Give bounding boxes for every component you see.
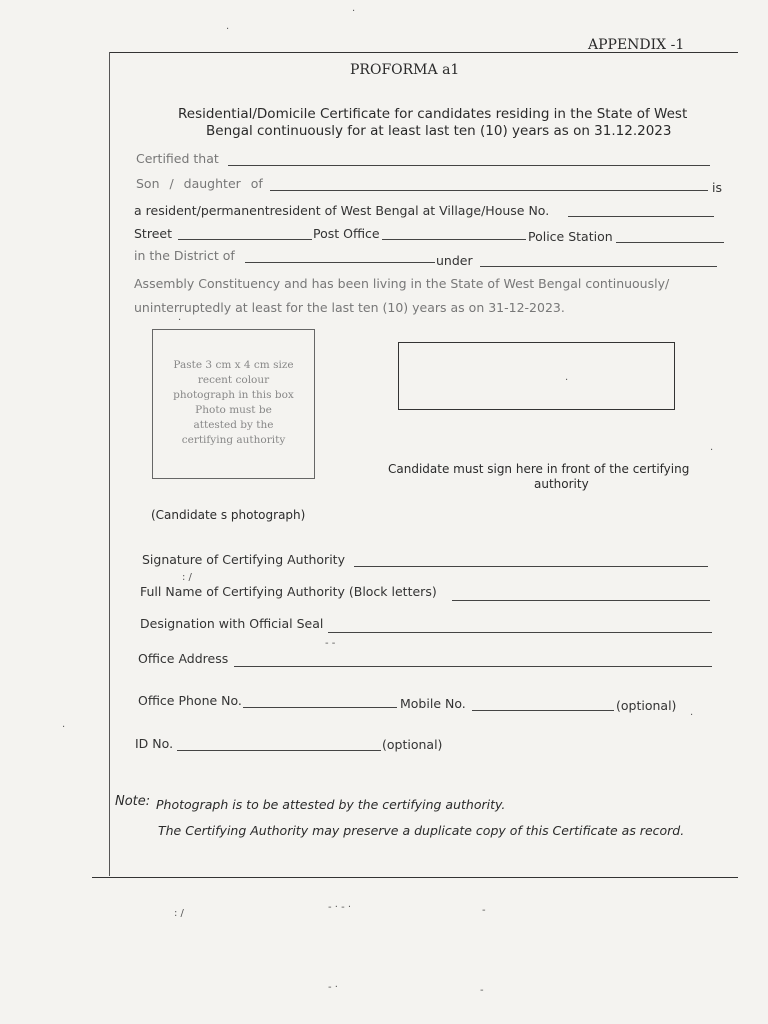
- district-field[interactable]: [245, 262, 435, 263]
- proforma-title: PROFORMA a1: [350, 62, 460, 78]
- uninterrupted-text: uninterruptedly at least for the last ten (10) years as on 31-12-2023.: [134, 300, 565, 315]
- appendix-label: APPENDIX -1: [588, 37, 685, 53]
- scan-speck: ·: [565, 375, 569, 386]
- authority-signature-field[interactable]: [354, 566, 708, 567]
- street-field[interactable]: [178, 239, 312, 240]
- photo-instruction-line: Paste 3 cm x 4 cm size: [173, 359, 294, 371]
- scan-speck: - · - ·: [328, 902, 352, 913]
- photo-instruction-line: photograph in this box: [173, 389, 294, 401]
- resident-label: a resident/permanentresident of West Bengal at Village/House No.: [134, 203, 550, 218]
- is-label: is: [712, 180, 722, 195]
- parent-name-field[interactable]: [270, 190, 708, 191]
- scan-speck: ·: [178, 315, 182, 326]
- photo-caption: (Candidate s photograph): [151, 508, 306, 522]
- scan-speck: ·: [62, 722, 66, 733]
- under-label: under: [436, 253, 473, 268]
- scan-speck: - -: [325, 638, 336, 649]
- id-label: ID No.: [135, 736, 174, 751]
- scan-speck: ·: [226, 24, 230, 35]
- id-optional: (optional): [382, 737, 443, 752]
- photo-instruction-line: certifying authority: [181, 434, 286, 446]
- note-label: Note:: [115, 794, 151, 809]
- photo-box: [152, 329, 315, 479]
- scan-speck: ·: [710, 445, 714, 456]
- mobile-optional: (optional): [616, 698, 677, 713]
- office-phone-label: Office Phone No.: [138, 693, 242, 708]
- village-house-field[interactable]: [568, 216, 714, 217]
- police-station-label: Police Station: [528, 229, 613, 244]
- note-line1: Photograph is to be attested by the certifying authority.: [156, 797, 506, 812]
- scan-speck: : /: [182, 572, 192, 583]
- bottom-border: [92, 877, 738, 878]
- full-name-label: Full Name of Certifying Authority (Block letters): [140, 584, 437, 599]
- assembly-field[interactable]: [480, 266, 717, 267]
- left-border: [109, 52, 110, 876]
- photo-instruction-line: Photo must be: [195, 404, 272, 416]
- scan-speck: - ·: [328, 982, 338, 993]
- scan-speck: -: [480, 985, 484, 996]
- id-field[interactable]: [177, 750, 381, 751]
- post-office-label: Post Office: [313, 226, 380, 241]
- office-address-label: Office Address: [138, 651, 229, 666]
- office-address-field[interactable]: [234, 666, 712, 667]
- full-name-field[interactable]: [452, 600, 710, 601]
- mobile-field[interactable]: [472, 710, 614, 711]
- authority-signature-label: Signature of Certifying Authority: [142, 552, 345, 567]
- assembly-text: Assembly Constituency and has been living in the State of West Bengal continuously/: [134, 276, 670, 291]
- candidate-signature-box[interactable]: [398, 342, 675, 410]
- designation-field[interactable]: [328, 632, 712, 633]
- photo-instruction-line: attested by the: [193, 419, 274, 431]
- designation-label: Designation with Official Seal: [140, 616, 324, 631]
- street-label: Street: [134, 226, 172, 241]
- certificate-title-line1: Residential/Domicile Certificate for candidates residing in the State of West: [178, 106, 688, 122]
- office-phone-field[interactable]: [243, 707, 397, 708]
- certificate-title-line2: Bengal continuously for at least last ten (10) years as on 31.12.2023: [206, 123, 672, 139]
- note-line2: The Certifying Authority may preserve a duplicate copy of this Certificate as record.: [158, 823, 685, 838]
- police-station-field[interactable]: [616, 242, 724, 243]
- scan-speck: ·: [690, 710, 694, 721]
- photo-instructions: [153, 358, 314, 448]
- scan-speck: : /: [174, 908, 184, 919]
- signature-caption-line1: Candidate must sign here in front of the certifying: [388, 462, 690, 476]
- post-office-field[interactable]: [382, 239, 526, 240]
- certified-field[interactable]: [228, 165, 710, 166]
- son-daughter-label: Son / daughter of: [136, 176, 263, 191]
- scan-speck: -: [482, 905, 486, 916]
- certified-label: Certified that: [136, 151, 219, 166]
- mobile-label: Mobile No.: [400, 696, 466, 711]
- district-label: in the District of: [134, 248, 235, 263]
- scan-speck: ·: [352, 6, 356, 17]
- photo-instruction-line: recent colour: [197, 374, 270, 386]
- signature-caption-line2: authority: [534, 477, 589, 491]
